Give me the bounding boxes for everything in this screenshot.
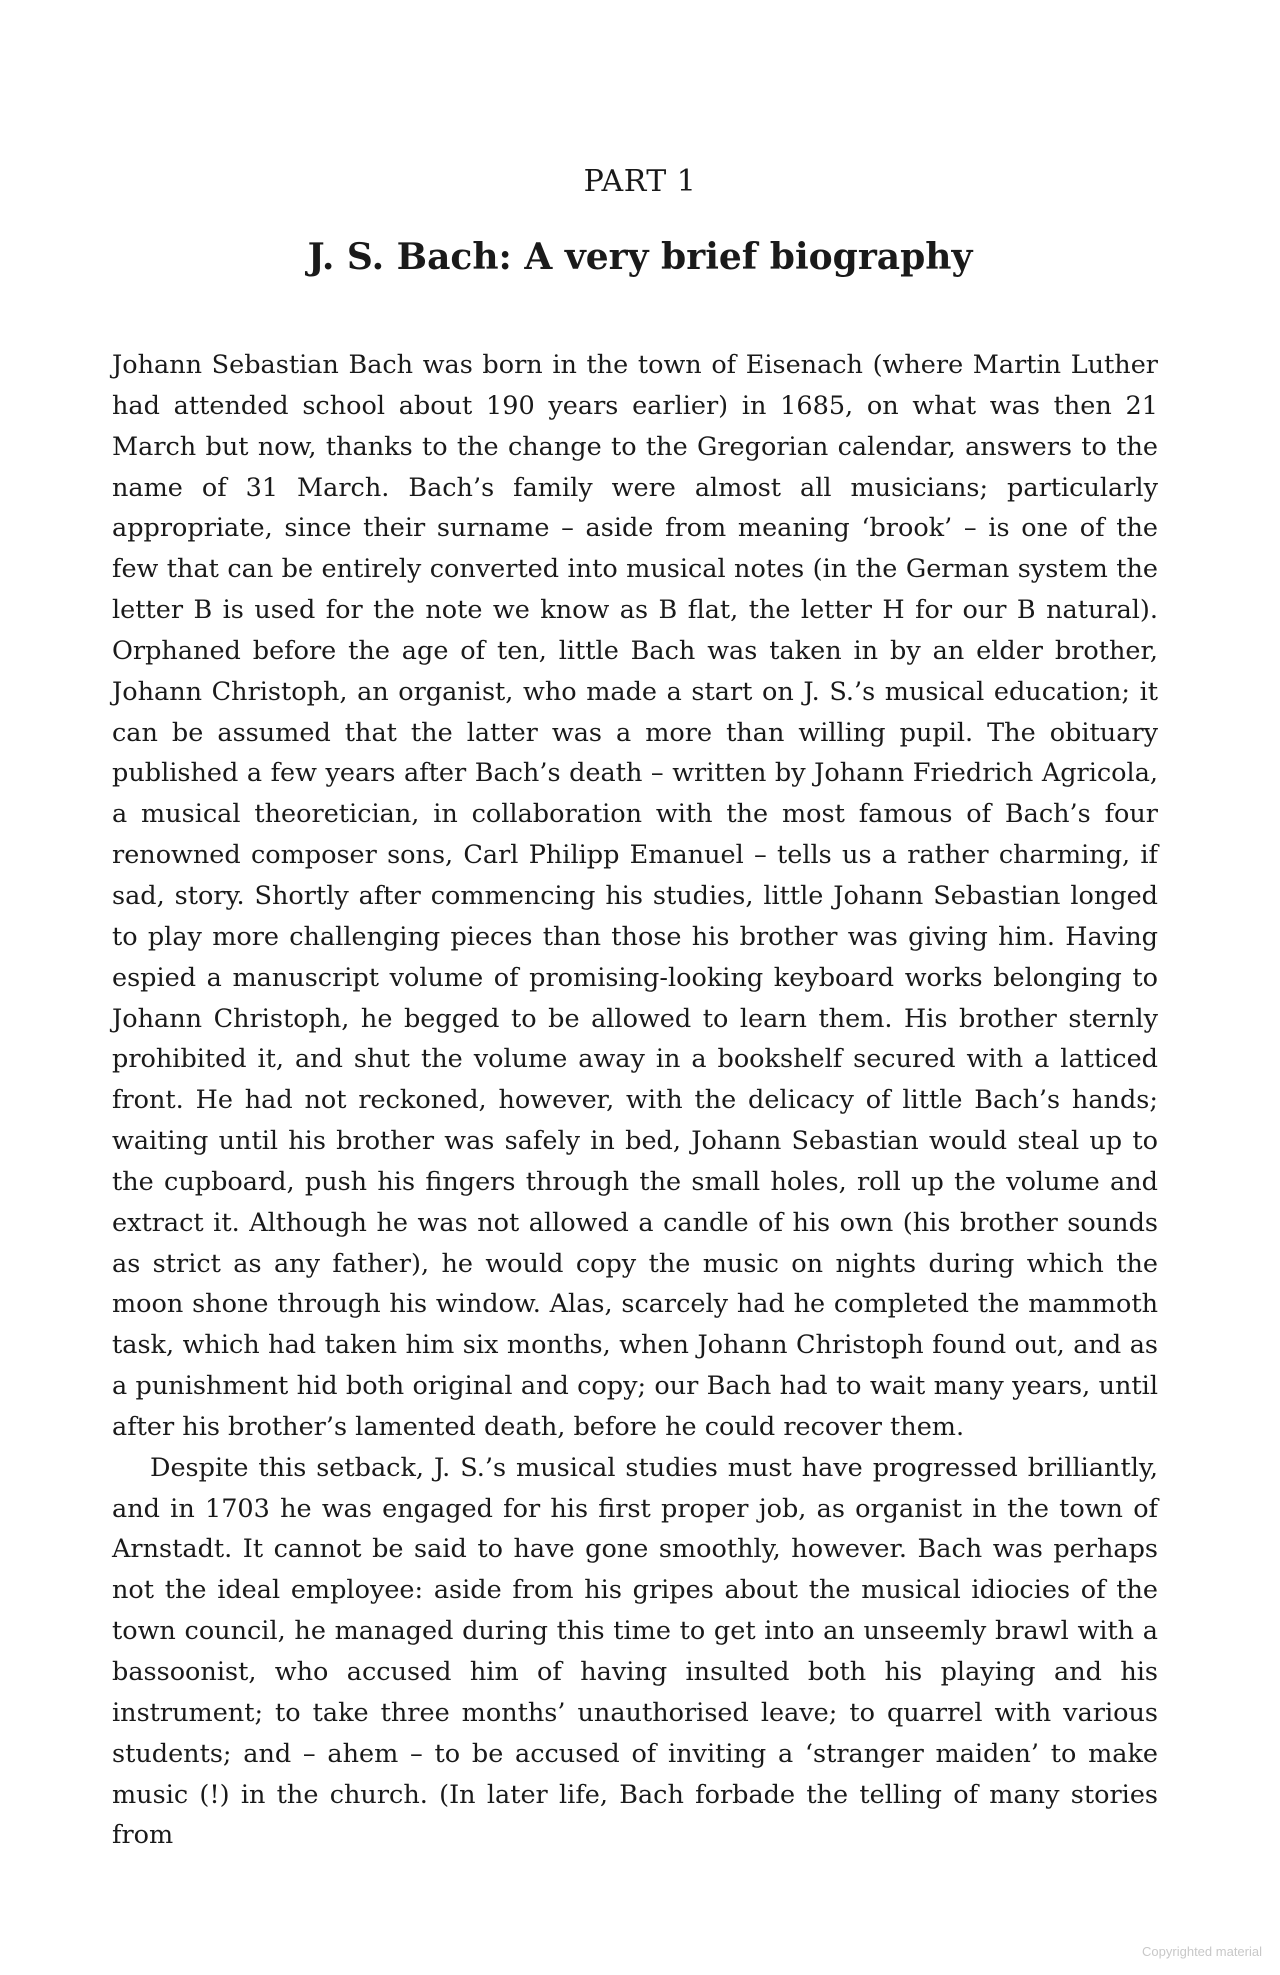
paragraph: Johann Sebastian Bach was born in the town of Eisenach (where Martin Luther had attended school about 190 years earlier) in 1685, on what was then 21 March but now, thanks to the change to the Gregorian calendar, answers to the name of 31 March. Bach’s family were almost all musicians; particularly appropriate, since their surname – aside from meaning ‘brook’ – is one of the few that can be entirely converted into musical notes (in the German system the letter B is used for the note we know as B flat, the letter H for our B natural). Orphaned before the age of ten, little Bach was taken in by an elder brother, Johann Christoph, an organist, who made a start on J. S.’s musical education; it can be assumed that the latter was a more than willing pupil. The obituary published a few years after Bach’s death – written by Johann Friedrich Agricola, a musical theoretician, in collaboration with the most famous of Bach’s four renowned composer sons, Carl Philipp Emanuel – tells us a rather charming, if sad, story. Shortly after commencing his studies, little Johann Sebastian longed to play more challenging pieces than those his brother was giving him. Having espied a manuscript volume of promising-looking keyboard works belonging to Johann Christoph, he begged to be allowed to learn them. His brother sternly prohibited it, and shut the volume away in a bookshelf secured with a latticed front. He had not reckoned, however, with the delicacy of little Bach’s hands; waiting until his brother was safely in bed, Johann Sebastian would steal up to the cupboard, push his fingers through the small holes, roll up the volume and extract it. Although he was not allowed a candle of his own (his brother sounds as strict as any father), he would copy the music on nights during which the moon shone through his window. Alas, scarcely had he completed the mammoth task, which had taken him six months, when Johann Christoph found out, and as a punishment hid both original and copy; our Bach had to wait many years, until after his brother’s lamented death, before he could recover them. [112, 350, 1158, 1442]
copyright-watermark: Copyrighted material [1142, 1944, 1262, 1959]
part-label: PART 1 [583, 164, 697, 199]
paragraph: Despite this setback, J. S.’s musical studies must have progressed brilliantly, and in 1703 he was engaged for his first proper job, as organist in the town of Arnstadt. It cannot be said to have gone smoothly, however. Bach was perhaps not the ideal employee: aside from his gripes about the musical idiocies of the town council, he managed during this time to get into an unseemly brawl with a bassoonist, who accused him of having insulted both his playing and his instrument; to take three months’ unauthorised leave; to quarrel with various students; and – ahem – to be accused of inviting a ‘stranger maiden’ to make music (!) in the church. (In later life, Bach forbade the telling of many stories from [112, 1452, 1158, 1851]
chapter-title: J. S. Bach: A very brief biography [307, 236, 973, 278]
body-text [112, 345, 1158, 1856]
